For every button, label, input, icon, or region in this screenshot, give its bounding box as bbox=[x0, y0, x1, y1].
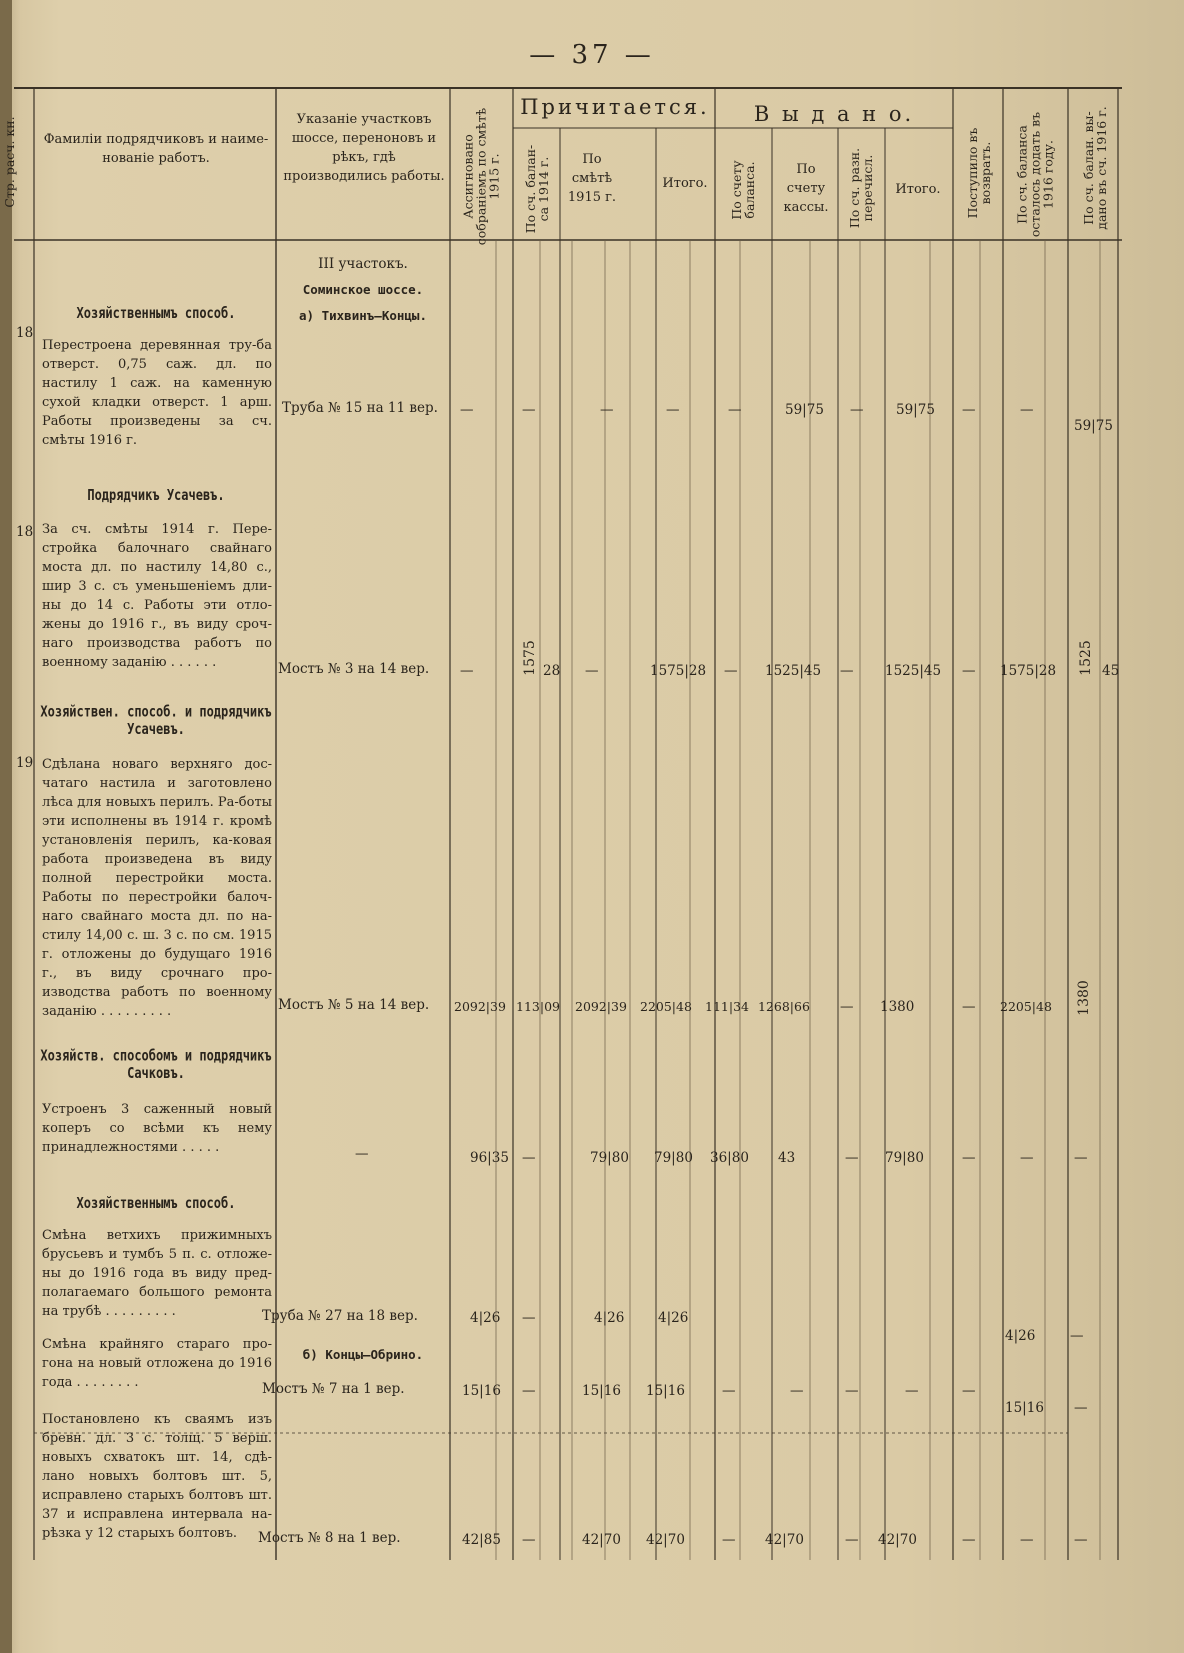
cell-paid-balance: — bbox=[722, 1532, 736, 1548]
cell-remain: — bbox=[1020, 1150, 1034, 1166]
header-paid-total: Итого. bbox=[895, 182, 941, 197]
header-name-column: Фамиліи подрядчиковъ и наиме-нованіе работъ. bbox=[43, 132, 269, 166]
cell-paid-total: 79|80 bbox=[885, 1150, 924, 1166]
entry-heading: Хозяйственнымъ способ. bbox=[76, 304, 236, 322]
cell-paid-cash: — bbox=[790, 1383, 804, 1399]
cell-paid-balance: — bbox=[722, 1383, 736, 1399]
cell-paid-var: — bbox=[845, 1532, 859, 1548]
cell-issued-1916: — bbox=[1074, 1400, 1088, 1416]
cell-returned: — bbox=[962, 1383, 976, 1399]
cell-returned: — bbox=[962, 402, 976, 418]
cell-paid-total: 59|75 bbox=[896, 402, 935, 418]
cell-paid-var: — bbox=[840, 663, 854, 679]
cell-due-balance: — bbox=[522, 1532, 536, 1548]
cell-paid-cash: 59|75 bbox=[785, 402, 824, 418]
cell-assigned: — bbox=[460, 663, 474, 679]
cell-paid-balance: 111|34 bbox=[705, 999, 749, 1014]
entry-description: Постановлено къ сваямъ изъ бревн. дл. 3 с. толщ. 5 верш. новыхъ схватокъ шт. 14, сдѣ-лано новыхъ болтовъ шт. 5, исправлено старыхъ болтовъ шт. 37 и исправлена интервала на-рѣзка у 12 старыхъ болтовъ. bbox=[42, 1412, 272, 1541]
cell-assigned: 42|85 bbox=[462, 1532, 501, 1548]
cell-due-estimate: 15|16 bbox=[582, 1383, 621, 1399]
cell-paid-total: 1380 bbox=[880, 999, 915, 1015]
cell-paid-total: 42|70 bbox=[878, 1532, 917, 1548]
header-group-paid: В ы д а н о. bbox=[753, 102, 915, 126]
cell-paid-cash: 42|70 bbox=[765, 1532, 804, 1548]
cell-due-balance: — bbox=[522, 1150, 536, 1166]
entry-place: Мостъ № 3 на 14 вер. bbox=[278, 661, 430, 677]
entry-heading: Хозяйств. способомъ и подрядчикъ Сачковъ. bbox=[40, 1046, 272, 1082]
entry-place: Мостъ № 8 на 1 вер. bbox=[258, 1530, 401, 1546]
section-district: III участокъ. bbox=[318, 256, 408, 272]
cell-due-estimate: — bbox=[600, 402, 614, 418]
cell-assigned: 4|26 bbox=[470, 1310, 501, 1326]
section-part-b: б) Концы—Обрино. bbox=[302, 1347, 424, 1362]
section-part-a: а) Тихвинъ—Концы. bbox=[299, 308, 427, 323]
cell-paid-total: 1525|45 bbox=[885, 663, 942, 679]
cell-due-estimate: — bbox=[585, 663, 599, 679]
cell-paid-var: — bbox=[845, 1150, 859, 1166]
cell-paid-var: — bbox=[850, 402, 864, 418]
cell-due-total: 42|70 bbox=[646, 1532, 685, 1548]
cell-issued-1916: — bbox=[1074, 1532, 1088, 1548]
entry-description: Перестроена деревянная тру-ба отверст. 0,75 саж. дл. по настилу 1 саж. на каменную сухой кладки отверст. 1 арш. Работы произведены за сч. смѣты 1916 г. bbox=[42, 338, 272, 448]
cell-due-total: — bbox=[666, 402, 680, 418]
cell-due-estimate: 79|80 bbox=[590, 1150, 629, 1166]
cell-returned: — bbox=[962, 663, 976, 679]
cell-due-balance: — bbox=[522, 402, 536, 418]
cell-due-total: 1575|28 bbox=[650, 663, 707, 679]
entry-heading: Хозяйствен. способ. и подрядчикъ Усачевъ. bbox=[40, 702, 272, 738]
entry-description: Сдѣлана новаго верхняго дос-чатаго настила и заготовлено лѣса для новыхъ перилъ. Ра-боты эти исполнены въ 1914 г. кромѣ установленія перилъ, ка-ковая работа произведена въ виду полной перестройки моста. Работы по перестройки балоч-наго свайнаго моста дл. по на-стилу 14,00 с. ш. 3 с. по см. 1915 г. отложены до будущаго 1916 г., въ виду срочнаго про-изводства работъ по военному заданію . . . . . . . . . bbox=[42, 757, 272, 1019]
entry-place: Мостъ № 5 на 14 вер. bbox=[278, 997, 430, 1013]
cell-remain: 1575|28 bbox=[1000, 663, 1057, 679]
page-ref: 19 bbox=[16, 755, 34, 771]
cell-issued-1916: — bbox=[1070, 1328, 1084, 1344]
page-ref: 18 bbox=[16, 524, 34, 540]
cell-paid-balance: — bbox=[724, 663, 738, 679]
cell-due-total: 4|26 bbox=[658, 1310, 689, 1326]
cell-assigned: 15|16 bbox=[462, 1383, 501, 1399]
cell-due-estimate: 4|26 bbox=[594, 1310, 625, 1326]
entry-description: Смѣна крайняго стараго про-гона на новый отложена до 1916 года . . . . . . . . bbox=[42, 1337, 272, 1390]
cell-due-estimate: 2092|39 bbox=[575, 999, 627, 1014]
header-page-column: Стр. расч. кн. bbox=[2, 116, 17, 208]
header-paid-cash: По счету кассы. bbox=[783, 162, 829, 215]
cell-due-total: 15|16 bbox=[646, 1383, 685, 1399]
header-due-balance: По сч. балан-са 1914 г. bbox=[523, 144, 551, 234]
cell-due-balance: — bbox=[522, 1383, 536, 1399]
entry-place: Труба № 27 на 18 вер. bbox=[262, 1308, 418, 1324]
cell-remain: 15|16 bbox=[1005, 1400, 1044, 1416]
entry-place: — bbox=[355, 1146, 369, 1162]
cell-due-total: 79|80 bbox=[654, 1150, 693, 1166]
cell-issued-1916: 59|75 bbox=[1074, 418, 1113, 434]
cell-due-balance-kop: 28 bbox=[543, 663, 561, 679]
entry-description: Смѣна ветхихъ прижимныхъ брусьевъ и тумбъ 5 п. с. отложе-ны до 1916 года въ виду пред-полагаемаго большого ремонта на трубѣ . . . . . . . . . bbox=[42, 1228, 272, 1319]
cell-returned: — bbox=[962, 999, 976, 1015]
header-paid-var: По сч. разн. перечисл. bbox=[847, 147, 875, 229]
cell-returned: — bbox=[962, 1150, 976, 1166]
section-road: Соминское шоссе. bbox=[302, 282, 424, 297]
cell-paid-var: — bbox=[845, 1383, 859, 1399]
cell-assigned: — bbox=[460, 402, 474, 418]
entry-place: Труба № 15 на 11 вер. bbox=[282, 400, 438, 416]
cell-assigned: 2092|39 bbox=[454, 999, 506, 1014]
cell-issued-1916-kop: 45 bbox=[1102, 663, 1120, 679]
cell-remain: 4|26 bbox=[1005, 1328, 1036, 1344]
cell-remain: 2205|48 bbox=[1000, 999, 1052, 1014]
header-remain: По сч. баланса осталось додать въ 1916 году. bbox=[1014, 111, 1056, 238]
cell-issued-1916: — bbox=[1074, 1150, 1088, 1166]
header-place-column: Указаніе участковъ шоссе, переноновъ и рѣкъ, гдѣ производились работы. bbox=[283, 112, 445, 184]
cell-issued-1916: 1525 bbox=[1077, 640, 1094, 676]
entry-heading: Подрядчикъ Усачевъ. bbox=[87, 486, 225, 504]
cell-paid-cash: 1525|45 bbox=[765, 663, 822, 679]
entry-place: Мостъ № 7 на 1 вер. bbox=[262, 1381, 405, 1397]
cell-remain: — bbox=[1020, 1532, 1034, 1548]
cell-issued-1916: 1380 bbox=[1075, 980, 1092, 1016]
header-due-estimate: По смѣтѣ 1915 г. bbox=[567, 152, 617, 205]
cell-returned: — bbox=[962, 1532, 976, 1548]
entry-description: Устроенъ 3 саженный новый коперъ со всѣми къ нему принадлежностями . . . . . bbox=[42, 1102, 272, 1155]
cell-due-balance: 1575 bbox=[521, 640, 538, 676]
header-assigned-column: Ассигновано собраніемъ по смѣтѣ 1915 г. bbox=[460, 107, 502, 246]
entry-description: За сч. смѣты 1914 г. Пере-стройка балочнаго свайнаго моста дл. по настилу 14,80 с., шир 3 с. съ уменьшеніемъ дли-ны до 14 с. Работы эти отло-жены до 1916 г., въ виду сроч-наго производства работъ по военному заданію . . . . . . bbox=[42, 522, 272, 670]
cell-paid-cash: 43 bbox=[778, 1150, 796, 1166]
header-paid-balance: По счету баланса. bbox=[729, 160, 757, 220]
cell-assigned: 96|35 bbox=[470, 1150, 509, 1166]
cell-paid-balance: 36|80 bbox=[710, 1150, 749, 1166]
page-ref: 18 bbox=[16, 325, 34, 341]
cell-due-balance: — bbox=[522, 1310, 536, 1326]
header-group-due: Причитается. bbox=[520, 95, 710, 119]
cell-paid-balance: — bbox=[728, 402, 742, 418]
header-due-total: Итого. bbox=[662, 176, 708, 191]
cell-remain: — bbox=[1020, 402, 1034, 418]
cell-paid-cash: 1268|66 bbox=[758, 999, 810, 1014]
cell-due-estimate: 42|70 bbox=[582, 1532, 621, 1548]
header-returned: Поступило въ возвратъ. bbox=[965, 127, 993, 219]
cell-due-balance: 113|09 bbox=[516, 999, 560, 1014]
page-number: — 37 — bbox=[529, 40, 655, 70]
cell-due-total: 2205|48 bbox=[640, 999, 692, 1014]
header-issued-1916: По сч. балан. вы-дано въ сч. 1916 г. bbox=[1081, 106, 1109, 230]
cell-paid-total: — bbox=[905, 1383, 919, 1399]
entry-heading: Хозяйственнымъ способ. bbox=[76, 1194, 236, 1212]
cell-paid-var: — bbox=[840, 999, 854, 1015]
